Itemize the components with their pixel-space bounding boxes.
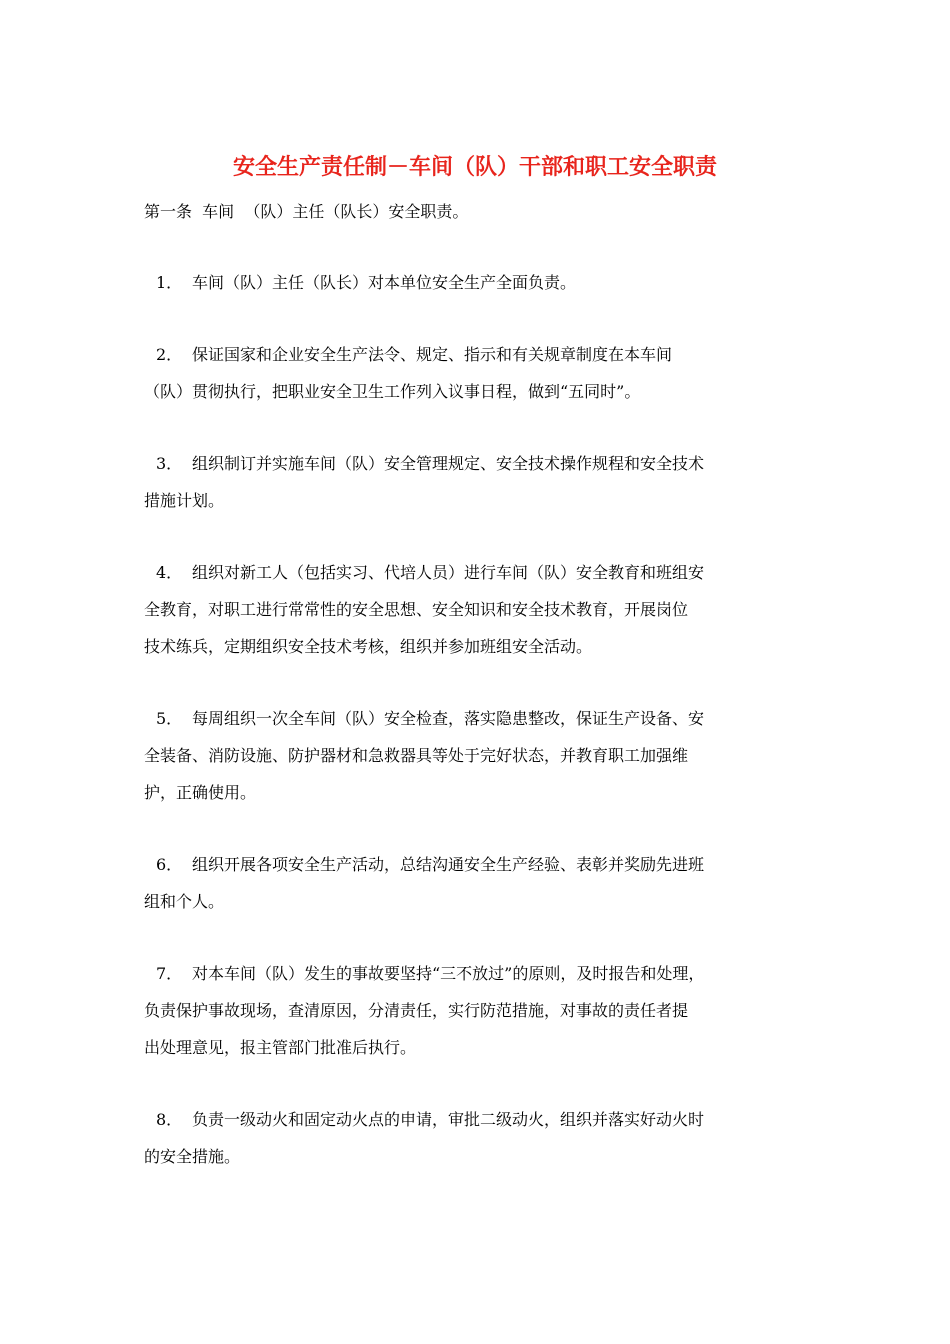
list-item [144,846,824,920]
list-item [144,336,824,410]
list-item-line [144,554,824,591]
list-item-text: 负责一级动火和固定动火点的申请，审批二级动火，组织并落实好动火时 [192,1110,705,1129]
list-item-line: 全教育，对职工进行常常性的安全思想、安全知识和安全技术教育，开展岗位 [144,600,689,619]
list-item-text: 组织对新工人（包括实习、代培人员）进行车间（队）安全教育和班组安 [192,563,705,582]
list-item-text: 每周组织一次全车间（队）安全检查，落实隐患整改，保证生产设备、安 [192,709,705,728]
list-item-number: 1． [156,273,183,292]
list-item-line [144,846,824,883]
list-item-text: 保证国家和企业安全生产法令、规定、指示和有关规章制度在本车间 [192,345,673,364]
list-item-number: 8． [156,1110,183,1129]
list-item-line: 护，正确使用。 [144,783,257,802]
list-item-number: 3． [156,454,183,473]
list-item-line: 措施计划。 [144,491,225,510]
list-item [144,1101,824,1175]
article-heading: 第一条 车间 （队）主任（队长）安全职责。 [144,202,469,221]
list-item [144,445,824,519]
list-item-number: 6． [156,855,183,874]
list-item-number: 5． [156,709,183,728]
list-item [144,264,824,301]
list-item-line: 技术练兵，定期组织安全技术考核，组织并参加班组安全活动。 [144,637,593,656]
list-item-line [144,955,824,992]
list-item-text: 对本车间（队）发生的事故要坚持“三不放过”的原则，及时报告和处理， [192,964,705,983]
list-item [144,554,824,665]
list-item-line: 组和个人。 [144,892,225,911]
list-item [144,700,824,811]
list-item-line: 负责保护事故现场，查清原因，分清责任，实行防范措施，对事故的责任者提 [144,1001,689,1020]
list-item-text: 车间（队）主任（队长）对本单位安全生产全面负责。 [192,273,577,292]
list-item-line: 出处理意见，报主管部门批准后执行。 [144,1038,417,1057]
list-item-number: 4． [156,563,183,582]
list-item-line: （队）贯彻执行，把职业安全卫生工作列入议事日程，做到“五同时”。 [144,382,641,401]
list-item-line [144,1101,824,1138]
document-title: 安全生产责任制－车间（队）干部和职工安全职责 [232,155,717,180]
list-item-line [144,336,824,373]
list-item-number: 7． [156,964,183,983]
list-item-number: 2． [156,345,183,364]
list-item [144,955,824,1066]
list-item-line [144,445,824,482]
list-item-text: 组织开展各项安全生产活动，总结沟通安全生产经验、表彰并奖励先进班 [192,855,705,874]
list-item-text: 组织制订并实施车间（队）安全管理规定、安全技术操作规程和安全技术 [192,454,705,473]
list-item-line [144,700,824,737]
list-item-line: 全装备、消防设施、防护器材和急救器具等处于完好状态，并教育职工加强维 [144,746,689,765]
duty-list [144,264,824,1175]
list-item-line: 的安全措施。 [144,1147,241,1166]
list-item-line [144,264,824,301]
